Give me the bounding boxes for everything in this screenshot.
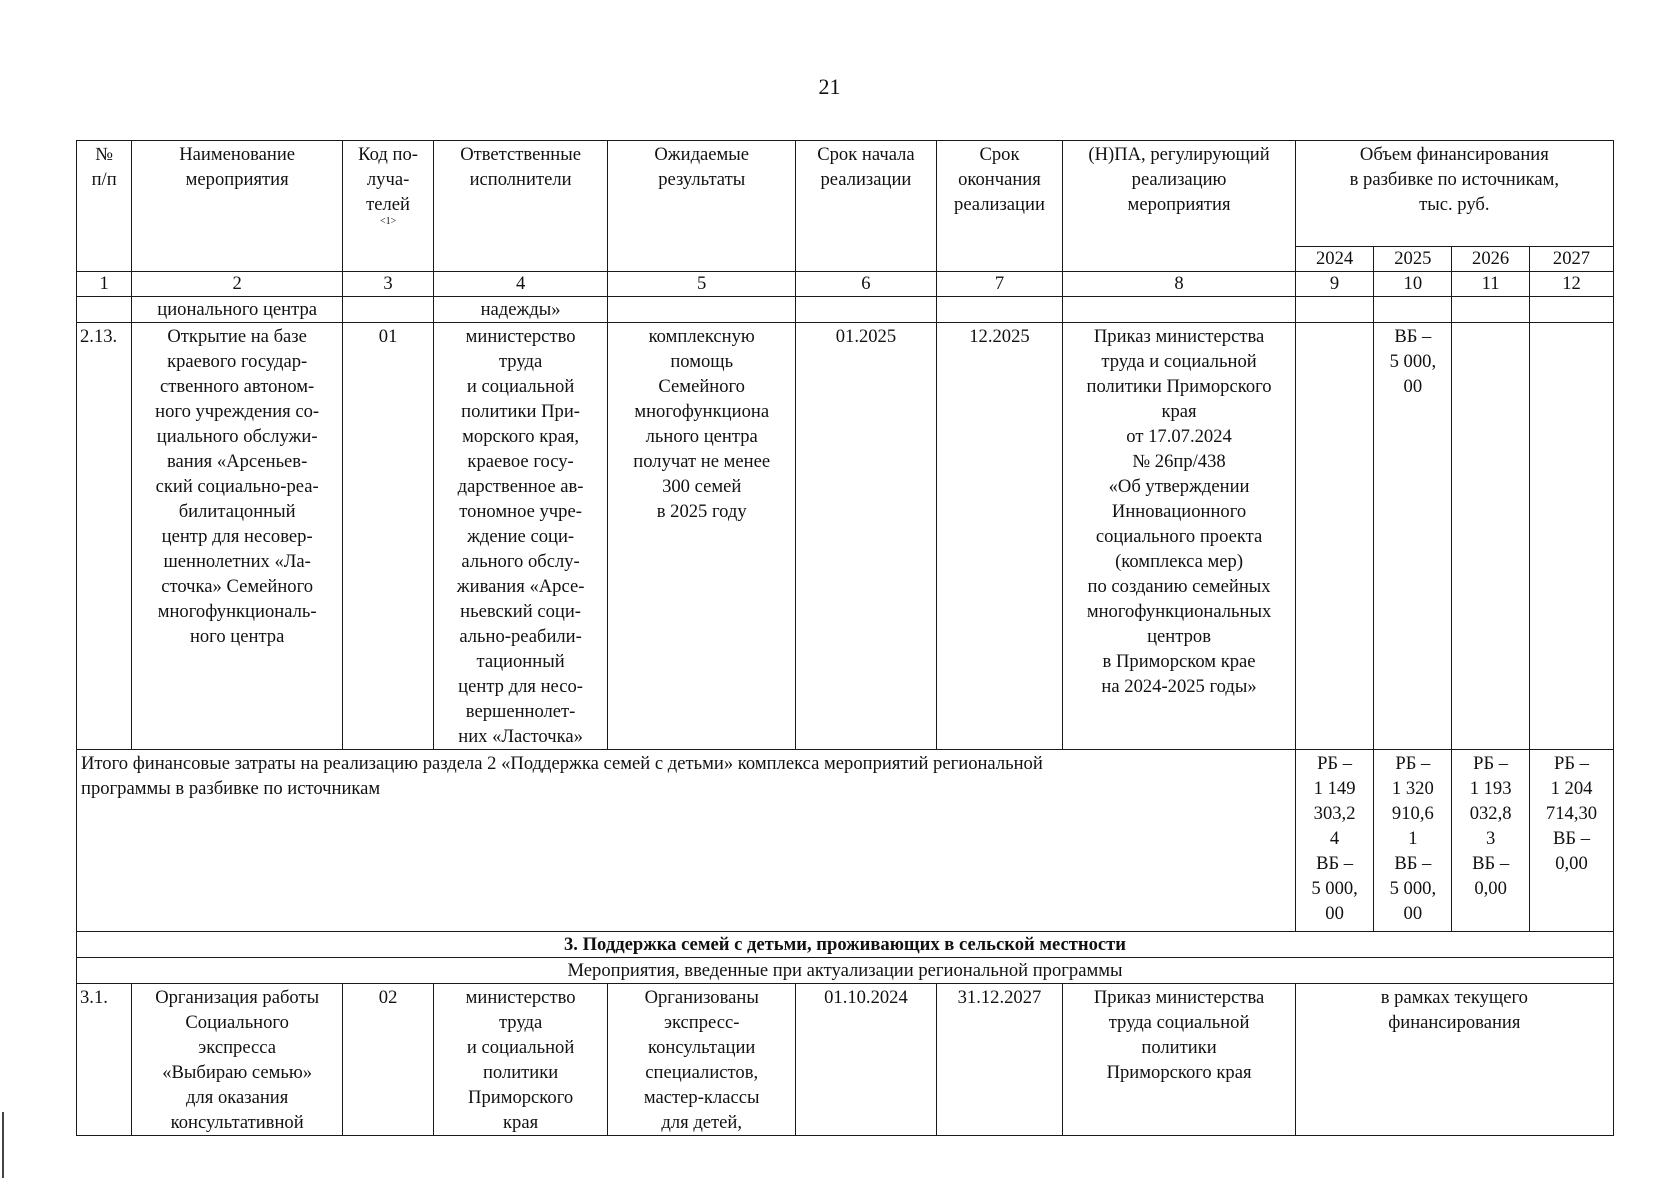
column-number: 11 — [1452, 272, 1530, 297]
continuation-row — [77, 297, 1614, 323]
total-fin-2027: РБ – 1 204 714,30 ВБ – 0,00 — [1530, 750, 1614, 932]
row-financing: в рамках текущего финансирования — [1295, 984, 1613, 1136]
column-number: 5 — [608, 272, 796, 297]
row-executors: министерство труда и социальной политики При- морского края, краевое госу- дарственное ав- тономное учре- ждение соци- ального обслу- живания «Арсе- ньевский соци- ально-реабили- тационный центр для несо- вершеннолет- них «Ласточка» — [434, 323, 608, 750]
column-number: 10 — [1374, 272, 1452, 297]
continuation-name: ционального центра — [132, 297, 343, 323]
row-number: 3.1. — [77, 984, 132, 1136]
row-start: 01.2025 — [796, 323, 936, 750]
column-number: 9 — [1295, 272, 1374, 297]
column-number: 8 — [1063, 272, 1295, 297]
scan-margin-mark — [2, 1112, 4, 1178]
row-start: 01.10.2024 — [796, 984, 936, 1136]
section-title: 3. Поддержка семей с детьми, проживающих в сельской местности — [77, 932, 1614, 958]
row-fin-2027 — [1530, 323, 1614, 750]
section-subtitle-row — [77, 958, 1614, 984]
total-fin-2024: РБ – 1 149 303,2 4 ВБ – 5 000, 00 — [1295, 750, 1374, 932]
page-number: 21 — [818, 74, 841, 99]
column-number: 1 — [77, 272, 132, 297]
column-number: 3 — [343, 272, 434, 297]
table-row-2-13 — [77, 323, 1614, 750]
row-npa: Приказ министерства труда социальной политики Приморского края — [1063, 984, 1295, 1136]
row-npa: Приказ министерства труда и социальной политики Приморского края от 17.07.2024 № 26пр/438 «Об утверждении Инновационного социального проекта (комплекса мер) по созданию семейных многофункциональных центров в Приморском крае на 2024-2025 годы» — [1063, 323, 1295, 750]
header-year: 2026 — [1452, 247, 1530, 272]
column-number: 12 — [1530, 272, 1614, 297]
row-name: Открытие на базе краевого государ- ственного автоном- ного учреждения со- циального обслужи- вания «Арсеньев- ский социально-реа- билитацонный центр для несовер- шеннолетних «Ла- сточка» Семейного многофункциональ- ного центра — [132, 323, 343, 750]
section-title-row — [77, 932, 1614, 958]
header-financing: Объем финансирования в разбивке по источникам, тыс. руб. — [1295, 141, 1613, 247]
column-number: 7 — [936, 272, 1063, 297]
row-end: 31.12.2027 — [936, 984, 1063, 1136]
column-number: 6 — [796, 272, 936, 297]
header-npa: (Н)ПА, регулирующий реализацию мероприятия — [1063, 141, 1295, 272]
continuation-executors: надежды» — [434, 297, 608, 323]
total-row — [77, 750, 1614, 932]
header-start: Срок начала реализации — [796, 141, 936, 272]
total-label: Итого финансовые затраты на реализацию раздела 2 «Поддержка семей с детьми» комплекса мероприятий региональной программы в разбивке по источникам — [77, 750, 1296, 932]
section-subtitle: Мероприятия, введенные при актуализации региональной программы — [77, 958, 1614, 984]
header-results: Ожидаемые результаты — [608, 141, 796, 272]
row-executors: министерство труда и социальной политики Приморского края — [434, 984, 608, 1136]
header-code-note: <1> — [379, 216, 397, 227]
header-year: 2027 — [1530, 247, 1614, 272]
header-code — [343, 141, 434, 272]
row-end: 12.2025 — [936, 323, 1063, 750]
column-number: 4 — [434, 272, 608, 297]
row-number: 2.13. — [77, 323, 132, 750]
row-code: 02 — [343, 984, 434, 1136]
row-fin-2025: ВБ – 5 000, 00 — [1374, 323, 1452, 750]
header-name: Наименование мероприятия — [132, 141, 343, 272]
table-header-row — [77, 141, 1614, 247]
column-number: 2 — [132, 272, 343, 297]
column-numbers-row — [77, 272, 1614, 297]
row-fin-2024 — [1295, 323, 1374, 750]
header-year: 2025 — [1374, 247, 1452, 272]
total-fin-2025: РБ – 1 320 910,6 1 ВБ – 5 000, 00 — [1374, 750, 1452, 932]
row-results: комплексную помощь Семейного многофункциона льного центра получат не менее 300 семей в 2025 году — [608, 323, 796, 750]
header-number: № п/п — [77, 141, 132, 272]
header-code-text: Код по- луча- телей — [358, 144, 418, 215]
program-table — [76, 140, 1614, 1136]
header-year: 2024 — [1295, 247, 1374, 272]
row-name: Организация работы Социального экспресса «Выбираю семью» для оказания консультативной — [132, 984, 343, 1136]
header-end: Срок окончания реализации — [936, 141, 1063, 272]
total-fin-2026: РБ – 1 193 032,8 3 ВБ – 0,00 — [1452, 750, 1530, 932]
row-code: 01 — [343, 323, 434, 750]
row-results: Организованы экспресс- консультации специалистов, мастер-классы для детей, — [608, 984, 796, 1136]
row-fin-2026 — [1452, 323, 1530, 750]
header-executors: Ответственные исполнители — [434, 141, 608, 272]
table-row-3-1 — [77, 984, 1614, 1136]
